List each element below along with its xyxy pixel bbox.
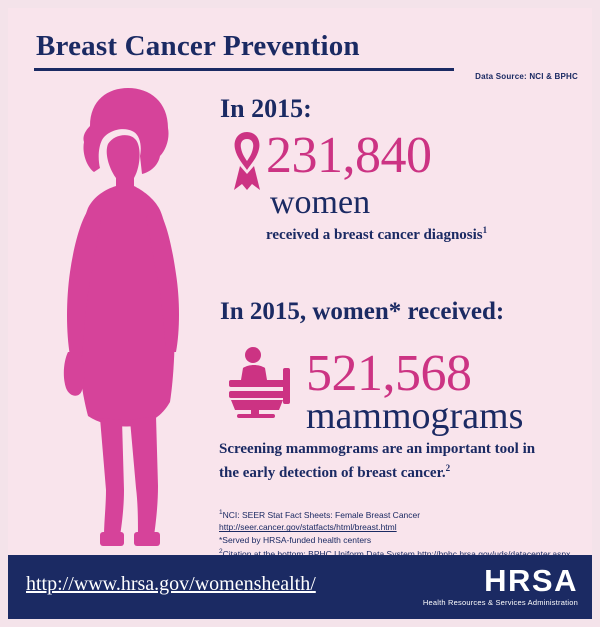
footnote-1-marker: 1 xyxy=(219,509,223,516)
hrsa-logo-tagline: Health Resources & Services Administration xyxy=(422,598,578,607)
section2-heading: In 2015, women* received: xyxy=(220,298,505,325)
section2-subtext xyxy=(219,440,579,483)
section1-heading: In 2015: xyxy=(220,94,312,123)
hrsa-logo xyxy=(423,565,578,607)
data-source-label: Data Source: NCI & BPHC xyxy=(475,72,578,81)
footer-website-url[interactable]: http://www.hrsa.gov/womenshealth/ xyxy=(26,573,316,595)
footnote-2: *Served by HRSA-funded health centers xyxy=(219,534,372,545)
footer-bar xyxy=(8,555,592,619)
section1-subtext-note: 1 xyxy=(482,225,488,235)
section1-noun: women xyxy=(270,184,371,221)
footnotes-block xyxy=(219,507,581,561)
section1-number: 231,840 xyxy=(266,127,432,184)
section2-subtext-line2: the early detection of breast cancer. xyxy=(219,465,446,481)
footnote-1-text: NCI: SEER Stat Fact Sheets: Female Breast Cancer xyxy=(222,509,421,520)
section2-subtext-line1: Screening mammograms are an important tool in xyxy=(219,441,536,457)
section1-subtext-text: received a breast cancer diagnosis xyxy=(266,227,483,243)
section2-number: 521,568 xyxy=(306,345,472,402)
footnote-1-link[interactable]: http://seer.cancer.gov/statfacts/html/breast.html xyxy=(219,522,397,533)
section1-subtext xyxy=(266,225,487,244)
pink-ribbon-icon xyxy=(226,130,268,192)
hrsa-logo-wordmark: HRSA xyxy=(484,563,578,598)
woman-silhouette-illustration xyxy=(30,86,210,548)
page-title: Breast Cancer Prevention xyxy=(36,30,360,62)
poster-inner xyxy=(8,8,592,619)
title-divider xyxy=(34,68,454,71)
section2-noun: mammograms xyxy=(306,395,524,437)
section2-subtext-note: 2 xyxy=(445,463,451,473)
mammogram-machine-icon xyxy=(223,346,297,418)
footnote-3-marker: 2 xyxy=(219,548,223,556)
footnote-1 xyxy=(219,507,581,534)
